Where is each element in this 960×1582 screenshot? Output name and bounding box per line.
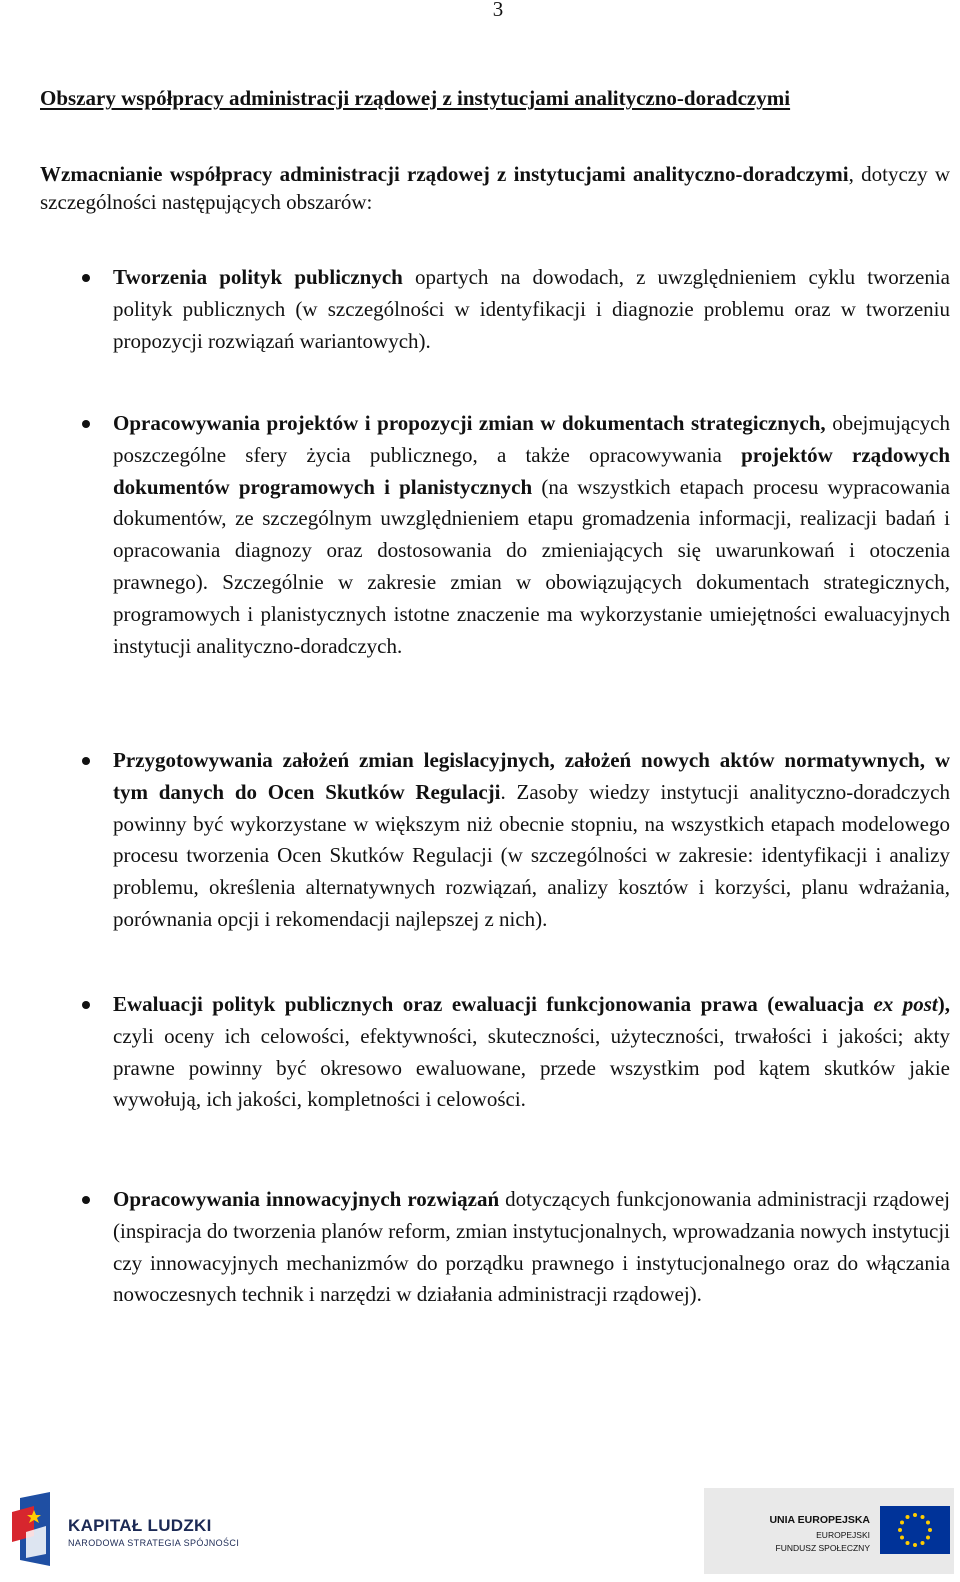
- eu-star-icon: [921, 1515, 925, 1519]
- item-bold: Opracowywania innowacyjnych rozwiązań: [113, 1187, 500, 1211]
- bullet-icon: [82, 420, 90, 428]
- item-bold: Opracowywania projektów i propozycji zmian w dokumentach strategicznych,: [113, 411, 826, 435]
- eu-star-icon: [928, 1528, 932, 1532]
- item-text: opartych na dowodach, z uwzględnieniem cyklu tworzenia polityk publicznych (w szczególności w identyfikacji i diagnozie problemu oraz w tworzeniu propozycji rozwiązań wariantowych).: [113, 265, 951, 353]
- eu-flag-icon: [880, 1506, 950, 1554]
- eu-star-icon: [906, 1541, 910, 1545]
- list-item: [113, 989, 950, 1116]
- eu-line-3: FUNDUSZ SPOŁECZNY: [775, 1543, 870, 1553]
- item-bold: Przygotowywania założeń zmian legislacyjnych, założeń nowych aktów normatywnych, w tym danych do Ocen Skutków Regulacji: [113, 748, 950, 804]
- item-bold: projektów rządowych dokumentów programowych i planistycznych: [113, 442, 950, 499]
- item-bold: Ewaluacji polityk publicznych oraz ewaluacji funkcjonowania prawa (ewaluacja: [113, 992, 874, 1016]
- kapital-ludzki-title: KAPITAŁ LUDZKI: [68, 1516, 212, 1535]
- footer-logos: [0, 1482, 960, 1582]
- eu-star-icon: [900, 1536, 904, 1540]
- item-italic: ex post: [873, 992, 938, 1016]
- section-heading: Obszary współpracy administracji rządowej z instytucjami analityczno-doradczymi: [40, 86, 791, 110]
- kapital-ludzki-subtitle: NARODOWA STRATEGIA SPÓJNOŚCI: [68, 1538, 240, 1548]
- item-text: obejmujących poszczególne sfery życia publicznego, a także opracowywania: [113, 411, 950, 467]
- eu-star-icon: [921, 1541, 925, 1545]
- eu-logo-box: [704, 1488, 954, 1574]
- list-item: [113, 408, 950, 662]
- list-item: [113, 745, 950, 936]
- bullet-icon: [82, 1196, 90, 1204]
- item-text: dotyczących funkcjonowania administracji rządowej (inspiracja do tworzenia planów reform, zmian instytucjonalnych, wprowadzania nowych instytucji czy innowacyjnych mechanizmów do porządku prawnego i instytucjonalnego oraz do włączania nowoczesnych technik i narzędzi w działania administracji rządowej).: [113, 1187, 950, 1307]
- list-item: [113, 262, 950, 357]
- bullet-icon: [82, 274, 90, 282]
- eu-star-icon: [913, 1543, 917, 1547]
- eu-star-icon: [913, 1513, 917, 1517]
- eu-star-icon: [898, 1528, 902, 1532]
- item-text: czyli oceny ich celowości, efektywności, skuteczności, użyteczności, trwałości i jakości; akty prawne powinny być okresowo ewaluowane, przede wszystkim pod kątem skutków jakie wywołują, ich jakości, kompletności i celowości.: [113, 1023, 950, 1112]
- item-text: (na wszystkich etapach procesu wypracowania dokumentów, ze szczególnym uwzględnieniem etapu gromadzenia informacji, realizacji badań i opracowania diagnozy oraz dostosowania do zmieniających się uwarunkowań i otoczenia prawnego). Szczególnie w zakresie zmian w obowiązujących dokumentach strategicznych, programowych i planistycznych istotne znaczenie ma wykorzystanie umiejętności ewaluacyjnych instytucji analityczno-doradczych.: [113, 474, 950, 658]
- intro-bold: Wzmacnianie współpracy administracji rządowej z instytucjami analityczno-doradczymi: [40, 162, 849, 186]
- eu-star-icon: [906, 1515, 910, 1519]
- eu-line-1: UNIA EUROPEJSKA: [769, 1514, 870, 1526]
- eu-star-icon: [926, 1536, 930, 1540]
- bullet-icon: [82, 757, 90, 765]
- bullet-icon: [82, 1001, 90, 1009]
- item-bold: ),: [937, 992, 950, 1016]
- page-number: 3: [492, 0, 504, 21]
- kapital-ludzki-logo-icon: [12, 1492, 54, 1566]
- eu-star-icon: [900, 1521, 904, 1525]
- eu-line-2: EUROPEJSKI: [816, 1530, 870, 1540]
- intro-rest: , dotyczy w szczególności następujących obszarów:: [40, 162, 950, 214]
- item-bold: Tworzenia polityk publicznych: [113, 265, 403, 289]
- intro-paragraph: [40, 160, 950, 216]
- list-item: [113, 1184, 950, 1311]
- item-text: . Zasoby wiedzy instytucji analityczno-doradczych powinny być wykorzystane w większym niż obecnie stopniu, na wszystkich etapach modelowego procesu tworzenia Ocen Skutków Regulacji (w szczególności w zakresie: identyfikacji i analizy problemu, określenia alternatywnych rozwiązań, analizy kosztów i korzyści, planu wdrażania, porównania opcji i rekomendacji najlepszej z nich).: [113, 779, 950, 931]
- eu-star-icon: [926, 1521, 930, 1525]
